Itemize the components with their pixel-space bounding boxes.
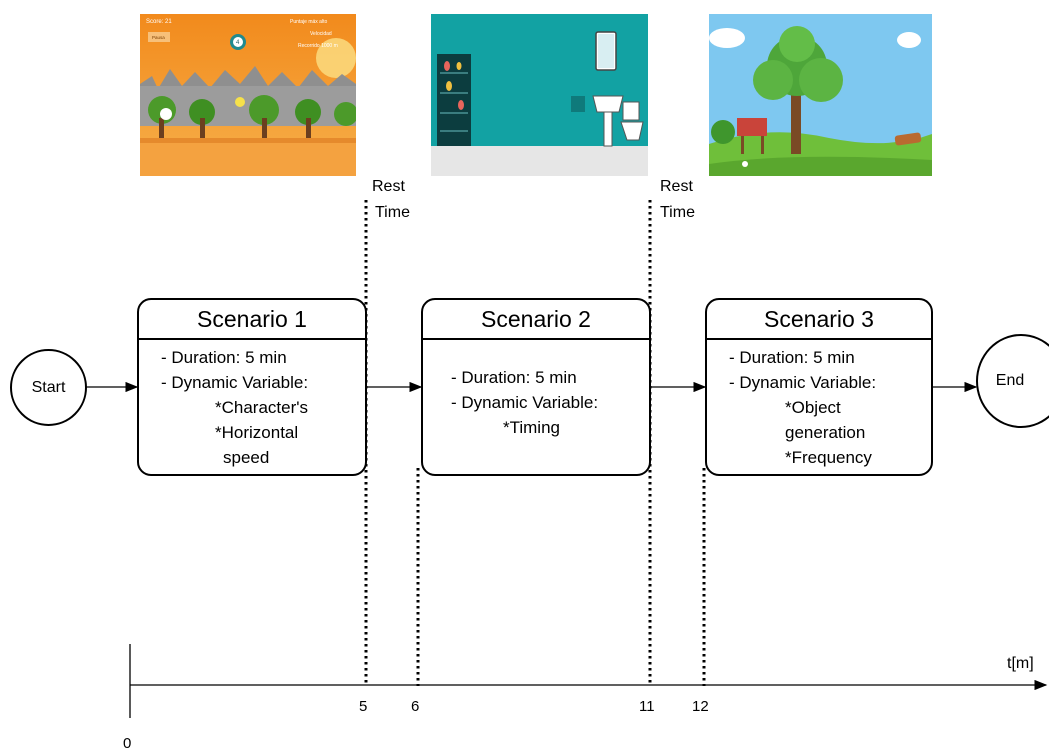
scenario-3-line: *Object <box>785 398 841 417</box>
scenario-1-line: speed <box>223 448 270 467</box>
start-node <box>10 349 87 426</box>
hud-score: Score: 21 <box>146 19 172 25</box>
scenario-1-title: Scenario 1 <box>139 300 365 340</box>
tick-label-12: 12 <box>692 698 709 715</box>
scenario-3-title: Scenario 3 <box>707 300 931 340</box>
game-screenshot-1 <box>140 14 356 176</box>
scenario-1-line: *Horizontal <box>215 423 299 442</box>
scenario-1-line: *Character's <box>215 398 309 417</box>
scenario-2-title: Scenario 2 <box>423 300 649 340</box>
hud-counter: 4 <box>236 40 240 46</box>
scenario-3-line: - Duration: 5 min <box>729 348 855 367</box>
hud-right-3: Recorrido 1000 m <box>298 43 338 49</box>
hud-pause-button: Pausa <box>152 35 165 40</box>
park-tree-scene-icon <box>709 14 932 176</box>
tick-label-5: 5 <box>359 698 368 715</box>
rest-time-label-2 <box>660 174 695 226</box>
bathroom-scene-icon <box>431 14 648 176</box>
rest-time-2-line1: Rest <box>660 178 693 195</box>
start-label: Start <box>31 378 66 396</box>
scenario-1-box <box>137 298 367 476</box>
end-label: End <box>995 372 1025 389</box>
scenario-3-body <box>707 340 931 470</box>
orange-city-game-scene-icon <box>140 14 356 176</box>
tick-label-11: 11 <box>639 698 655 715</box>
scenario-1-line: - Dynamic Variable: <box>161 373 309 392</box>
scenario-2-line: - Duration: 5 min <box>451 368 577 387</box>
scenario-1-line: - Duration: 5 min <box>161 348 287 367</box>
rest-time-1-line1: Rest <box>372 178 405 195</box>
scenario-3-line: generation <box>785 423 866 442</box>
scenario-2-box <box>421 298 651 476</box>
game-screenshot-2 <box>431 14 648 176</box>
rest-time-label-1 <box>372 174 410 226</box>
rest-time-2-line2: Time <box>660 204 695 221</box>
scenario-3-box <box>705 298 933 476</box>
hud-right-1: Puntaje máx alto <box>290 19 328 25</box>
tick-label-6: 6 <box>411 698 420 715</box>
scenario-2-line: - Dynamic Variable: <box>451 393 599 412</box>
scenario-2-line: *Timing <box>503 418 560 437</box>
hud-right-2: Velocidad <box>310 31 332 37</box>
timeline-axis-label: t[m] <box>1007 655 1034 672</box>
scenario-3-line: *Frequency <box>785 448 872 467</box>
game-screenshot-3 <box>709 14 932 176</box>
scenario-2-body <box>423 340 649 440</box>
tick-label-0: 0 <box>123 735 132 752</box>
scenario-3-line: - Dynamic Variable: <box>729 373 877 392</box>
scenario-1-body <box>139 340 365 470</box>
rest-time-1-line2: Time <box>375 204 410 221</box>
